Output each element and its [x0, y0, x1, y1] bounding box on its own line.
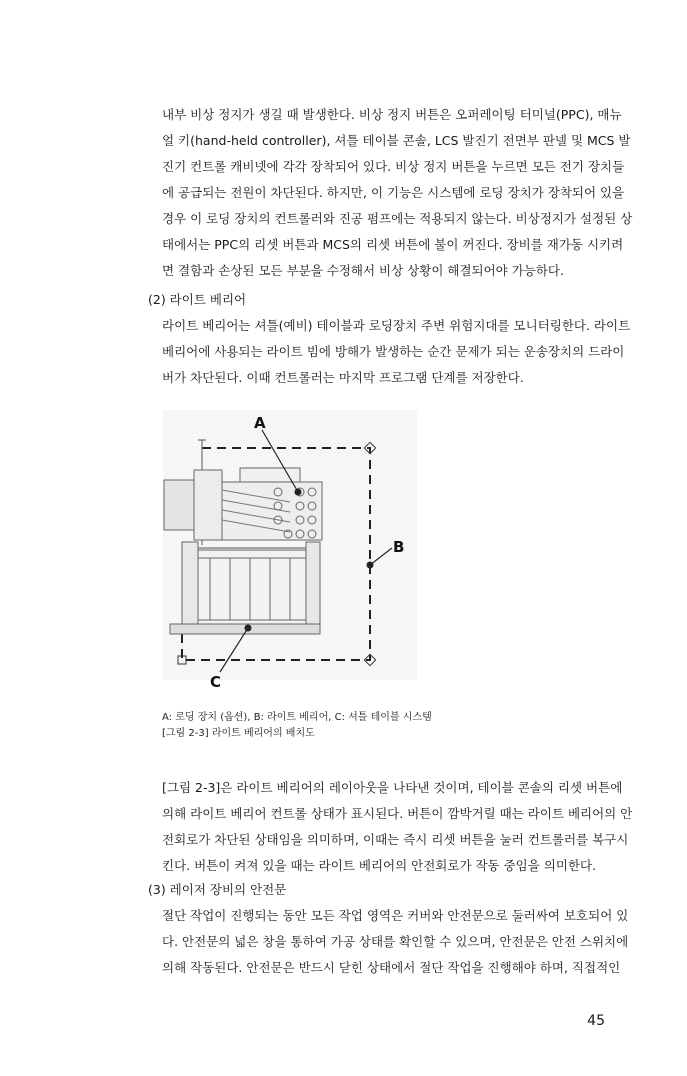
figure-legend: A: 로딩 장치 (옵션), B: 라이트 베리어, C: 셔틀 테이블 시스템: [162, 712, 432, 723]
text-line: 얼 키(hand-held controller), 셔틀 테이블 콘솔, LCS 발진기 전면부 판넬 및 MCS 발: [162, 133, 631, 148]
text-line: 베리어에 사용되는 라이트 빔에 방해가 발생하는 순간 문제가 되는 운송장치의 드라이: [162, 344, 625, 359]
text-line: [그림 2-3]은 라이트 베리어의 레이아웃을 나타낸 것이며, 테이블 콘솔의 리셋 버튼에: [162, 780, 623, 795]
text-line: 면 결함과 손상된 모든 부분을 수정해서 비상 상황이 해결되어야 가능하다.: [162, 263, 564, 278]
text-line: 라이트 베리어는 셔틀(예비) 테이블과 로딩장치 주변 위험지대를 모니터링한다. 라이트: [162, 318, 631, 333]
text-line: 에 공급되는 전원이 차단된다. 하지만, 이 기능은 시스템에 로딩 장치가 장착되어 있을: [162, 185, 625, 200]
text-line: 의해 라이트 베리어 컨트롤 상태가 표시된다. 버튼이 깜박거릴 때는 라이트 베리어의 안: [162, 806, 633, 821]
text-line: 진기 컨트롤 캐비넷에 각각 장착되어 있다. 비상 정지 버튼을 누르면 모든 전기 장치들: [162, 159, 625, 174]
paragraph-figure-description: [148, 775, 633, 879]
paragraph-emergency-stop: [148, 102, 633, 284]
text-line: 태에서는 PPC의 리셋 버튼과 MCS의 리셋 버튼에 불이 꺼진다. 장비를 재가동 시키려: [162, 237, 624, 252]
figure-label-b: B: [393, 538, 405, 556]
section-heading-light-barrier: (2) 라이트 베리어: [148, 292, 247, 307]
figure-caption: [그림 2-3] 라이트 베리어의 배치도: [162, 728, 315, 739]
page-number: 45: [587, 1013, 605, 1029]
section-heading-safety-door: (3) 레이저 장비의 안전문: [148, 882, 287, 897]
paragraph-light-barrier: [148, 313, 631, 391]
text-line: 킨다. 버튼이 켜져 있을 때는 라이트 베리어의 안전회로가 작동 중임을 의미한다.: [162, 858, 597, 873]
text-line: 내부 비상 정지가 생길 때 발생한다. 비상 정지 버튼은 오퍼레이팅 터미널(PPC), 매뉴: [162, 107, 622, 122]
text-line: 다. 안전문의 넓은 창을 통하여 가공 상태를 확인할 수 있으며, 안전문은 안전 스위치에: [162, 934, 629, 949]
figure-label-c: C: [210, 673, 222, 690]
figure-label-a: A: [254, 414, 266, 432]
text-line: 버가 차단된다. 이때 컨트롤러는 마지막 프로그램 단계를 저장한다.: [162, 370, 524, 385]
light-barrier-layout-figure: [160, 410, 420, 690]
text-line: 절단 작업이 진행되는 동안 모든 작업 영역은 커버와 안전문으로 둘러싸여 보호되어 있: [162, 908, 629, 923]
text-line: 전회로가 차단된 상태임을 의미하며, 이때는 즉시 리셋 버튼을 눌러 컨트롤러를 복구시: [162, 832, 629, 847]
paragraph-safety-door: [148, 903, 629, 981]
text-line: 의해 작동된다. 안전문은 반드시 닫힌 상태에서 절단 작업을 진행해야 하며, 직접적인: [162, 960, 621, 975]
text-line: 경우 이 로딩 장치의 컨트롤러와 진공 펌프에는 적용되지 않는다. 비상정지가 설정된 상: [162, 211, 633, 226]
